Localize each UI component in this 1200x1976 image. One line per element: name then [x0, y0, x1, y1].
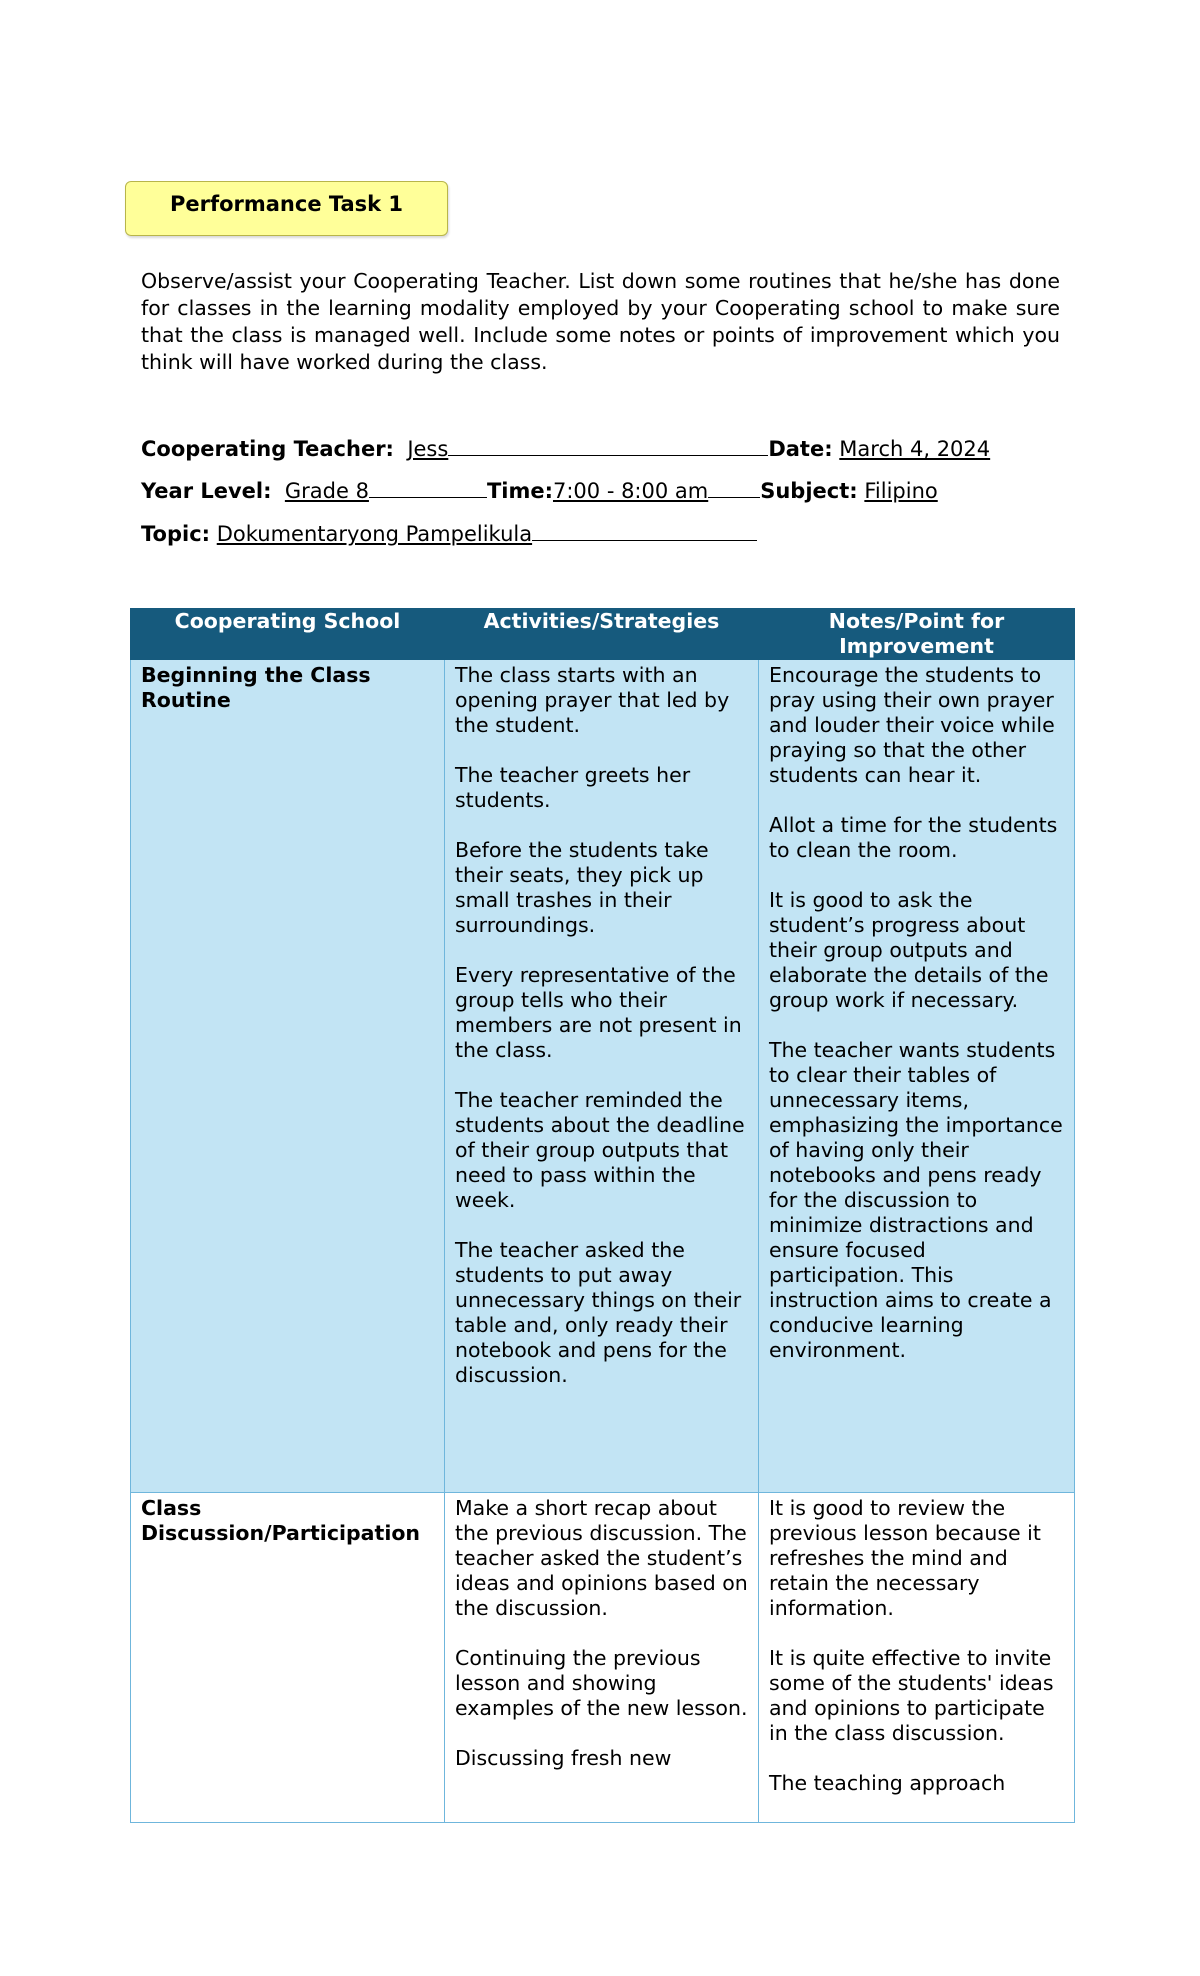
section-beginning-class: Beginning the Class Routine — [131, 660, 445, 1493]
task-title: Performance Task 1 — [169, 192, 404, 216]
notes-cell — [759, 1493, 1075, 1823]
performance-task-box — [125, 181, 448, 236]
activity-item: Before the students take their seats, they pick up small trashes in their surroundings. — [455, 838, 709, 937]
note-item: Encourage the students to pray using their own prayer and louder their voice while praying so that the other students can hear it. — [769, 663, 1055, 787]
year-value: Grade 8 — [284, 479, 369, 503]
activity-item: Discussing fresh new — [455, 1746, 672, 1770]
header-notes-improvement: Notes/Point for Improvement — [759, 609, 1075, 660]
header-activities-strategies: Activities/Strategies — [445, 609, 759, 660]
topic-value: Dokumentaryong Pampelikula — [216, 522, 533, 546]
teacher-value: Jess — [407, 437, 449, 461]
activity-item: Every representative of the group tells who their members are not present in the class. — [455, 963, 742, 1062]
activity-item: Continuing the previous lesson and showing examples of the new lesson. — [455, 1646, 748, 1720]
time-blank — [708, 479, 760, 498]
teacher-label: Cooperating Teacher: — [141, 437, 394, 461]
topic-label: Topic: — [141, 522, 211, 546]
time-value: 7:00 - 8:00 am — [552, 479, 709, 503]
observation-table — [130, 608, 1075, 1823]
table-header-row — [131, 609, 1075, 660]
activity-item: The teacher greets her students. — [455, 763, 691, 812]
activity-item: Make a short recap about the previous discussion. The teacher asked the student’s ideas and opinions based on the discussion. — [455, 1496, 748, 1620]
date-value: March 4, 2024 — [839, 437, 991, 461]
instructions-paragraph: Observe/assist your Cooperating Teacher. List down some routines that he/she has done for classes in the learning modality employed by your Cooperating school to make sure that the class is managed well. Include some notes or points of improvement which you think will have worked during the class. — [141, 269, 1060, 374]
teacher-blank — [448, 437, 768, 456]
note-item: It is quite effective to invite some of the students' ideas and opinions to participate in the class discussion. — [769, 1646, 1054, 1745]
subject-label: Subject: — [760, 479, 858, 503]
year-blank — [369, 479, 487, 498]
note-item: The teaching approach — [769, 1771, 1006, 1795]
note-item: Allot a time for the students to clean the room. — [769, 813, 1058, 862]
note-item: The teacher wants students to clear their tables of unnecessary items, emphasizing the importance of having only their notebooks and pens ready for the discussion to minimize distractions and ensure focused participation. This instruction aims to create a conducive learning environment. — [769, 1038, 1063, 1362]
notes-cell — [759, 660, 1075, 1493]
activity-item: The teacher reminded the students about the deadline of their group outputs that need to pass within the week. — [455, 1088, 745, 1212]
activities-cell — [445, 660, 759, 1493]
activity-item: The class starts with an opening prayer that led by the student. — [455, 663, 730, 737]
header-cooperating-school: Cooperating School — [131, 609, 445, 660]
table-row — [131, 660, 1075, 1493]
topic-blank — [532, 522, 757, 541]
note-item: It is good to ask the student’s progress about their group outputs and elaborate the details of the group work if necessary. — [769, 888, 1049, 1012]
topic-line — [141, 522, 757, 546]
year-time-subject-line — [141, 479, 938, 503]
time-label: Time: — [486, 479, 553, 503]
activity-item: The teacher asked the students to put away unnecessary things on their table and, only ready their notebook and pens for the discussion. — [455, 1238, 742, 1387]
subject-value: Filipino — [864, 479, 938, 503]
section-class-discussion: Class Discussion/Participation — [131, 1493, 445, 1823]
teacher-date-line — [141, 437, 990, 461]
date-label: Date: — [768, 437, 833, 461]
year-label: Year Level: — [141, 479, 272, 503]
activities-cell — [445, 1493, 759, 1823]
table-row — [131, 1493, 1075, 1823]
note-item: It is good to review the previous lesson because it refreshes the mind and retain the necessary information. — [769, 1496, 1041, 1620]
